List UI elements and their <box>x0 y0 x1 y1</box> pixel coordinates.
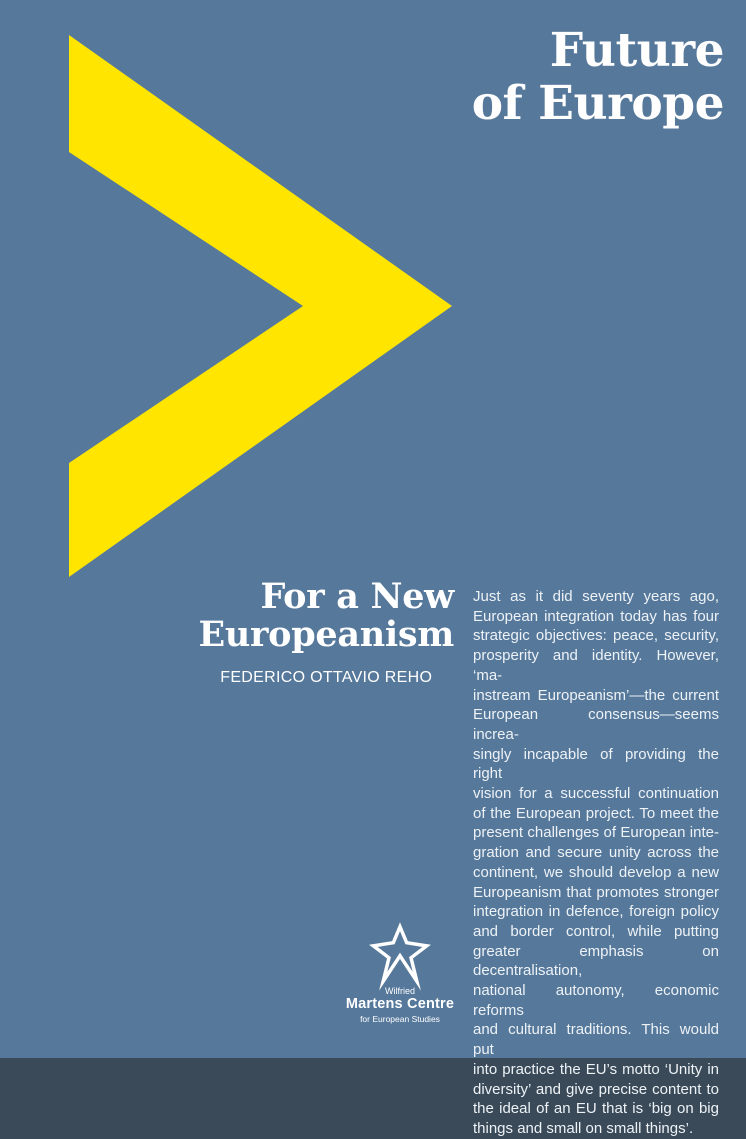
paper-title <box>198 578 454 654</box>
series-title-line2: of Europe <box>471 76 724 131</box>
abstract-text <box>473 587 719 1139</box>
paper-heading-block <box>198 578 454 687</box>
abstract-line: singly incapable of providing the right <box>473 745 719 783</box>
paper-title-line2: Europeanism <box>198 614 454 655</box>
abstract-line: greater emphasis on decentralisation, <box>473 942 719 980</box>
logo-line-wilfried: Wilfried <box>384 986 415 996</box>
abstract-line: into practice the EU’s motto ‘Unity in <box>473 1060 719 1078</box>
abstract-line: present challenges of European inte- <box>473 824 719 842</box>
logo-line-martens-centre: Martens Centre <box>345 996 455 1012</box>
author-name: FEDERICO OTTAVIO REHO <box>220 669 433 686</box>
abstract-line: Just as it did seventy years ago, <box>473 588 719 605</box>
abstract-line: strategic objectives: peace, security, <box>473 627 719 645</box>
abstract-line: diversity’ and give precise content to <box>473 1080 719 1098</box>
abstract-line: vision for a successful continuation <box>473 785 719 803</box>
abstract-line: European consensus—seems increa- <box>473 706 719 743</box>
logo-line-for-european-studies: for European Studies <box>360 1014 440 1024</box>
abstract-line: the ideal of an EU that is ‘big on big <box>473 1100 719 1118</box>
abstract-line: gration and secure unity across the <box>473 844 719 862</box>
abstract-line: continent, we should develop a new <box>473 863 719 881</box>
abstract-line: of the European project. To meet the <box>473 804 719 822</box>
abstract-line: instream Europeanism’—the current <box>473 686 719 704</box>
abstract-line: Europeanism that promotes stronger <box>473 883 719 901</box>
abstract-line: things and small on small things’. <box>473 1119 694 1137</box>
abstract-line: European integration today has four <box>473 607 719 625</box>
paper-title-line1: For a New <box>260 576 454 617</box>
series-title <box>472 24 724 130</box>
abstract-line: and cultural traditions. This would put <box>473 1021 719 1059</box>
abstract-line: prosperity and identity. However, ‘ma- <box>473 647 719 684</box>
abstract-line: and border control, while putting <box>473 922 719 940</box>
star-m-icon <box>369 925 431 983</box>
abstract-line: national autonomy, economic reforms <box>473 982 719 1019</box>
martens-centre-logo <box>320 925 480 1024</box>
series-title-line1: Future <box>549 23 724 78</box>
abstract-line: integration in defence, foreign policy <box>473 903 719 921</box>
